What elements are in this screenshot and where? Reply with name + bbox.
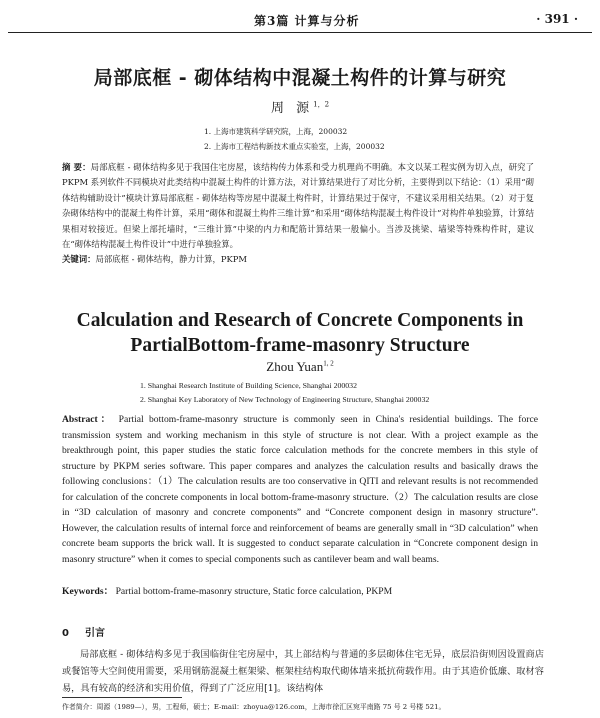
- chinese-author-sup: 1，2: [313, 100, 330, 109]
- english-author: [0, 359, 600, 375]
- intro-paragraph: 局部底框 - 砌体结构多见于我国临街住宅房屋中，其上部结构与普通的多层砌体住宅无异，底层沿街则因设置商店或餐馆等大空间使用需要，采用钢筋混凝土框架梁、框架柱结构取代砌体墙来抵抗荷载作用。由于其造价低廉、取材容易，具有较高的经济和实用价值，得到了广泛应用[1]。该结构体: [62, 649, 544, 694]
- english-keywords-text: Partial bottom-frame-masonry structure, Static force calculation, PKPM: [115, 586, 393, 597]
- section-title: 引言: [84, 628, 105, 639]
- chinese-author: [0, 97, 600, 116]
- section-heading: [62, 624, 105, 639]
- english-keywords-label: Keywords：: [62, 586, 114, 597]
- page-number: · 391 ·: [536, 12, 578, 26]
- chinese-abstract: [62, 160, 534, 268]
- chinese-title: 局部底框 - 砌体结构中混凝土构件的计算与研究: [93, 67, 507, 89]
- english-author-name: Zhou Yuan: [266, 359, 324, 374]
- english-title-line-2: PartialBottom-frame-masonry Structure: [130, 335, 470, 356]
- english-author-sup: 1, 2: [323, 359, 334, 368]
- section-label: 第3篇 计算与分析: [254, 14, 360, 28]
- chinese-keywords-text: 局部底框 - 砌体结构，静力计算，PKPM: [95, 254, 248, 265]
- english-keywords: [62, 584, 538, 599]
- author-footnote: 作者简介：周源（1989—），男，工程师，硕士；E-mail：zhoyua@126.com，上海市徐汇区宛平南路 75 号 2 号楼 521。: [62, 703, 446, 711]
- english-abstract-label: Abstract：: [62, 414, 114, 425]
- footnote-rule: [62, 697, 182, 698]
- running-header: [0, 0, 600, 36]
- header-rule: [8, 32, 592, 33]
- english-abstract-text: Partial bottom-frame-masonry structure is commonly seen in China's residential buildings. The force transmission system and working mechanism in this style of structure is not clear. With a project example as the breakthrough point, this paper studies the static force calculation methods for the concrete members in this style of structure by PKPM series software. This paper compares and analyzes the calculation results and basically draws the following conclusions：（1）The calculation results are too conservative in QITI and relevant results is not recommended for calculation of the concrete components in local bottom-frame-masonry structure.（2）The calculation results are close in “3D calculation of masonry and concrete components” and “Concrete component design in masonry structure”. However, the calculation results of internal force and reinforcement of beams are generally small in “3D calculation” when concrete beam supports the brick wall. It is suggested to conduct separate calculation in “Concrete component design in masonry structure” when it comes to special components such as cantilever beam and wall beams.: [62, 414, 539, 565]
- chinese-author-name: 周 源: [270, 101, 314, 116]
- chinese-abstract-text: 局部底框 - 砌体结构多见于我国住宅房屋，该结构传力体系和受力机理尚不明确。本文以某工程实例为切入点，研究了 PKPM 系列软件不同模块对此类结构中混凝土构件的计算方法，对计算结果进行了对比分析，主要得到以下结论：（1）采用“砌体结构辅助设计”模块计算局部底框 - 砌体结构等房屋中混凝土构件时，计算结果过于保守，不建议采用相关结果。（2）对于复杂砌体结构中的混凝土构件计算，采用“砌体和混凝土构件三维计算”和采用“砌体结构混凝土构件设计”对构件单独验算，计算结果相对较接近。但梁上部托墙时，“三维计算”中梁的内力和配筋计算结果一般偏小。当涉及挑梁、墙梁等特殊构件时，建议在“砌体结构混凝土构件设计”中进行单独验算。: [62, 162, 534, 250]
- english-title-line-1: Calculation and Research of Concrete Components in: [76, 310, 524, 331]
- chinese-keywords-label: 关键词：: [62, 254, 96, 265]
- english-abstract: [62, 412, 538, 567]
- chinese-abstract-label: 摘 要：: [62, 162, 91, 172]
- english-affiliation-2: 2. Shanghai Key Laboratory of New Technology of Engineering Structure, Shanghai 200032: [140, 395, 430, 404]
- chinese-affiliation-1: 1. 上海市建筑科学研究院，上海，200032: [204, 127, 348, 136]
- section-number: 0: [62, 628, 69, 639]
- english-title: [0, 308, 600, 358]
- chinese-affiliation-2: 2. 上海市工程结构新技术重点实验室，上海，200032: [204, 142, 385, 151]
- english-affiliation-1: 1. Shanghai Research Institute of Building Science, Shanghai 200032: [140, 381, 357, 390]
